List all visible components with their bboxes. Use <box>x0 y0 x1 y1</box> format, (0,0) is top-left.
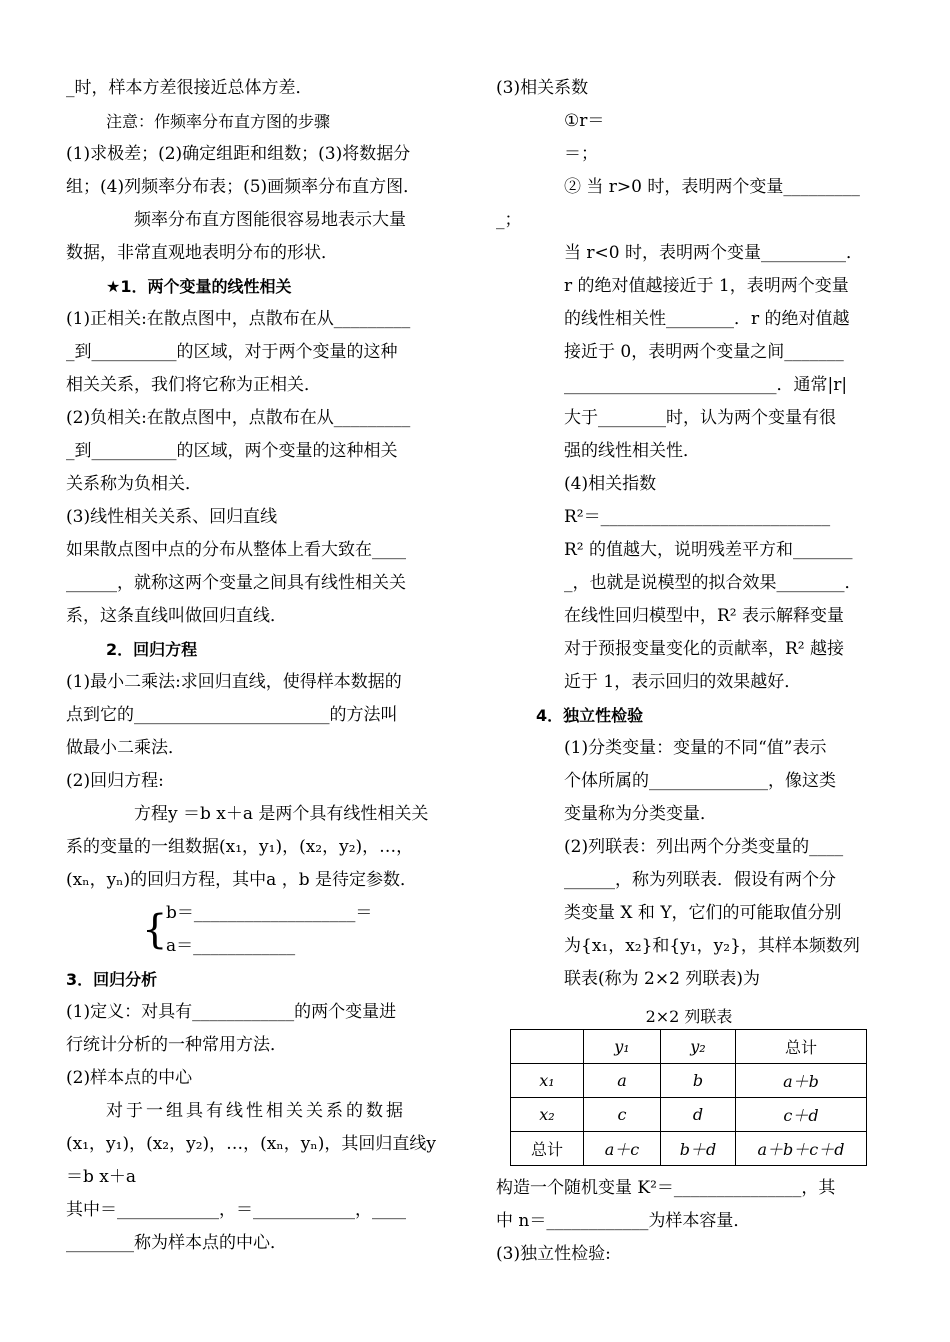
text-line: 中 n＝____________为样本容量． <box>496 1211 751 1231</box>
text-line: 系，这条直线叫做回归直线． <box>66 606 287 626</box>
text-line: (xₙ，yₙ)的回归方程，其中a ，b 是待定参数． <box>66 870 417 890</box>
table-cell: 总计 <box>736 1030 867 1064</box>
text-line: ② 当 r>0 时，表明两个变量_________ <box>564 177 860 197</box>
table-cell: a＋c <box>584 1132 661 1166</box>
text-line: 类变量 X 和 Y，它们的可能取值分别 <box>564 903 842 923</box>
table-cell: 总计 <box>511 1132 584 1166</box>
text-line: 当 r<0 时，表明两个变量__________． <box>564 243 863 263</box>
table-cell: a＋b＋c＋d <box>736 1132 867 1166</box>
text-line: 变量称为分类变量． <box>564 804 717 824</box>
text-line: (1)分类变量：变量的不同“值”表示 <box>564 738 827 758</box>
text-line: (2)列联表：列出两个分类变量的____ <box>564 837 844 857</box>
section-heading: ★1．两个变量的线性相关 <box>106 277 292 296</box>
table-row <box>511 1064 867 1098</box>
text-line: 个体所属的______________，像这类 <box>564 771 836 791</box>
text-line: 组；(4)列频率分布表；(5)画频率分布直方图． <box>66 177 421 197</box>
text-line: 构造一个随机变量 K²＝_______________，其 <box>496 1178 836 1198</box>
contingency-table <box>510 1029 867 1166</box>
text-line: 强的线性相关性． <box>564 441 700 461</box>
text-line: _到__________的区域，两个变量的这种相关 <box>66 441 398 461</box>
table-row <box>511 1132 867 1166</box>
table-cell: y₁ <box>584 1030 661 1064</box>
left-column <box>66 72 458 1260</box>
text-line: 数据，非常直观地表明分布的形状． <box>66 243 338 263</box>
text-line: (1)正相关:在散点图中，点散布在从_________ <box>66 309 411 329</box>
formula-a: a＝____________ <box>166 936 296 956</box>
section-heading: 3．回归分析 <box>66 970 158 989</box>
text-line: _； <box>496 210 522 230</box>
text-line: 相关关系，我们将它称为正相关． <box>66 375 321 395</box>
formula-block <box>66 897 458 963</box>
text-line: 近于 1，表示回归的效果越好． <box>564 672 802 692</box>
table-row <box>511 1030 867 1064</box>
text-line: 的线性相关性________．r 的绝对值越 <box>564 309 850 329</box>
text-line: (3)独立性检验: <box>496 1244 611 1264</box>
text-line: 做最小二乘法． <box>66 738 185 758</box>
table-cell: a <box>584 1064 661 1098</box>
text-line: 对于预报变量变化的贡献率，R² 越接 <box>564 639 845 659</box>
text-line: _时，样本方差很接近总体方差． <box>66 78 313 98</box>
table-cell: y₂ <box>661 1030 736 1064</box>
text-line: _________________________．通常|r| <box>564 375 848 395</box>
table-cell: b＋d <box>661 1132 736 1166</box>
table-cell: b <box>661 1064 736 1098</box>
text-line: (2)样本点的中心 <box>66 1068 193 1088</box>
text-line: (1)最小二乘法:求回归直线，使得样本数据的 <box>66 672 402 692</box>
text-line: (1)求极差；(2)确定组距和组数；(3)将数据分 <box>66 144 411 164</box>
bottom-block <box>496 1172 896 1271</box>
text-line: (3)相关系数 <box>496 78 589 98</box>
right-column <box>496 72 894 996</box>
table-cell: x₂ <box>511 1098 584 1132</box>
text-line: (2)回归方程: <box>66 771 164 791</box>
table-cell: x₁ <box>511 1064 584 1098</box>
text-line: 联表(称为 2×2 列联表)为 <box>564 969 760 989</box>
text-line: ________称为样本点的中心． <box>66 1233 287 1253</box>
text-line: 大于________时，认为两个变量有很 <box>564 408 836 428</box>
text-line: (4)相关指数 <box>564 474 657 494</box>
formula-b: b＝___________________＝ <box>166 903 373 923</box>
text-line: _，也就是说模型的拟合效果________． <box>564 573 862 593</box>
table-cell: a＋b <box>736 1064 867 1098</box>
brace-symbol: { <box>142 907 168 953</box>
section-heading: 2．回归方程 <box>106 640 198 659</box>
text-line: R² 的值越大，说明残差平方和_______ <box>564 540 853 560</box>
text-line: 为{x₁，x₂}和{y₁，y₂}，其样本频数列 <box>564 936 860 956</box>
text-line: ______，称为列联表．假设有两个分 <box>564 870 836 890</box>
text-line: 方程y ＝b x＋a 是两个具有线性相关关 <box>134 804 429 824</box>
text-line: 对于一组具有线性相关关系的数据 <box>106 1101 406 1121</box>
table-cell <box>511 1030 584 1064</box>
text-line: R²＝___________________________ <box>564 507 831 527</box>
table-caption: 2×2 列联表 <box>645 1007 733 1026</box>
text-line: ①r＝ <box>564 111 605 131</box>
note-heading: 注意：作频率分布直方图的步骤 <box>106 112 331 131</box>
text-line: (1)定义：对具有____________的两个变量进 <box>66 1002 397 1022</box>
text-line: r 的绝对值越接近于 1，表明两个变量 <box>564 276 849 296</box>
text-line: _到__________的区域，对于两个变量的这种 <box>66 342 398 362</box>
table-cell: c＋d <box>736 1098 867 1132</box>
text-line: 如果散点图中点的分布从整体上看大致在____ <box>66 540 406 560</box>
text-line: 其中＝____________，＝____________，____ <box>66 1200 406 1220</box>
text-line: ＝b x＋a <box>66 1167 137 1187</box>
text-line: (2)负相关:在散点图中，点散布在从_________ <box>66 408 411 428</box>
section-heading: 4．独立性检验 <box>536 706 644 725</box>
text-line: 频率分布直方图能很容易地表示大量 <box>134 210 406 230</box>
table-row <box>511 1098 867 1132</box>
text-line: ＝； <box>564 144 598 164</box>
text-line: 行统计分析的一种常用方法． <box>66 1035 287 1055</box>
text-line: 接近于 0，表明两个变量之间_______ <box>564 342 844 362</box>
text-line: ______，就称这两个变量之间具有线性相关关 <box>66 573 406 593</box>
table-cell: d <box>661 1098 736 1132</box>
text-line: 系的变量的一组数据(x₁，y₁)，(x₂，y₂)，…， <box>66 837 414 857</box>
table-cell: c <box>584 1098 661 1132</box>
text-line: (3)线性相关关系、回归直线 <box>66 507 278 527</box>
text-line: (x₁，y₁)，(x₂，y₂)，…，(xₙ，yₙ)，其回归直线y <box>66 1134 436 1154</box>
text-line: 点到它的_______________________的方法叫 <box>66 705 398 725</box>
text-line: 在线性回归模型中，R² 表示解释变量 <box>564 606 845 626</box>
text-line: 关系称为负相关． <box>66 474 202 494</box>
